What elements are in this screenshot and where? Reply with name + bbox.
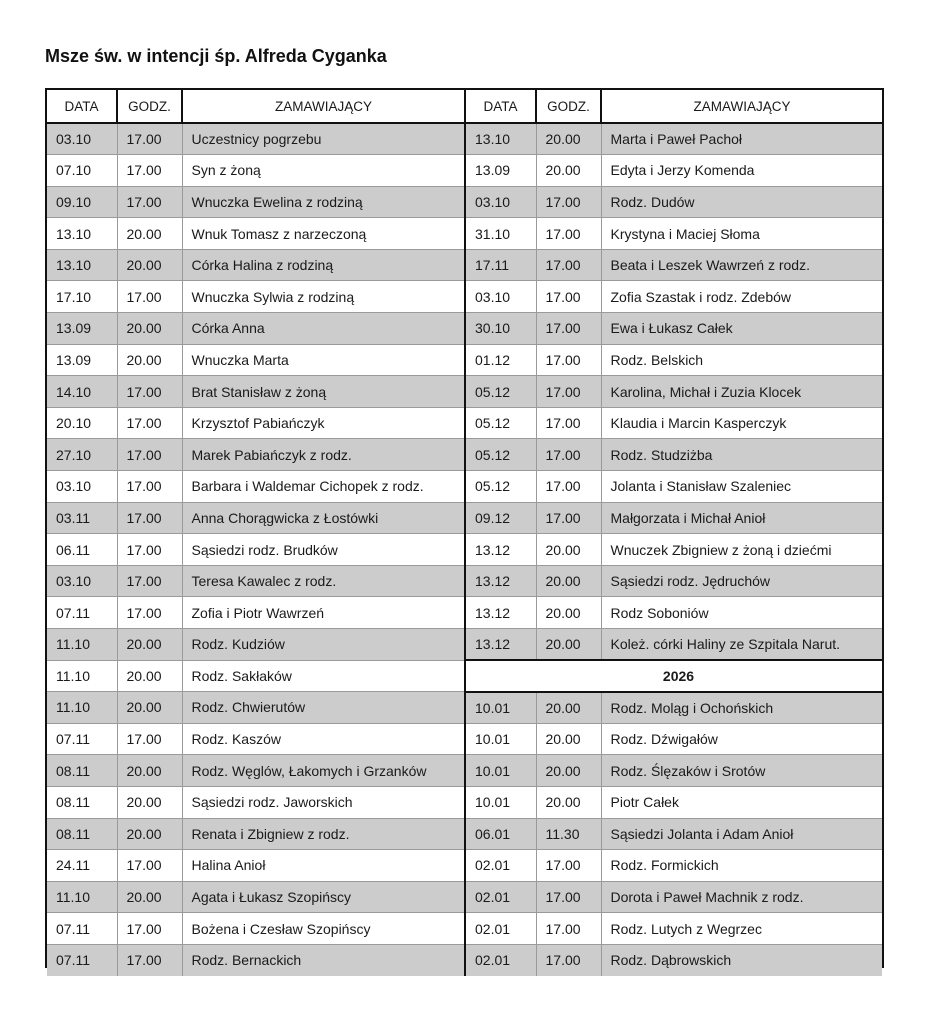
cell-date: 08.11 [47,818,117,850]
header-row [47,90,465,123]
table-row [466,313,882,345]
table-row [47,471,465,503]
table-row [466,818,882,850]
cell-date: 07.11 [47,944,117,976]
cell-date: 02.01 [466,850,536,882]
table-row [466,407,882,439]
cell-date: 03.11 [47,502,117,534]
header-requester: ZAMAWIAJĄCY [182,90,465,123]
cell-requester: Rodz. Sakłaków [182,660,465,692]
cell-requester: Rodz. Studziżba [601,439,882,471]
cell-time: 17.00 [536,186,601,218]
cell-date: 03.10 [466,281,536,313]
table-row [47,723,465,755]
cell-requester: Marta i Paweł Pachoł [601,123,882,155]
table-row [466,439,882,471]
table-row [47,155,465,187]
cell-requester: Klaudia i Marcin Kasperczyk [601,407,882,439]
cell-date: 10.01 [466,786,536,818]
table-row [47,786,465,818]
cell-time: 17.00 [536,313,601,345]
cell-requester: Rodz. Ślęzaków i Srotów [601,755,882,787]
cell-requester: Rodz. Dudów [601,186,882,218]
year-divider-row [466,660,882,692]
table-row [466,565,882,597]
cell-requester: Wnuczka Ewelina z rodziną [182,186,465,218]
year-divider: 2026 [466,660,882,692]
header-date: DATA [47,90,117,123]
cell-time: 20.00 [117,660,182,692]
cell-requester: Rodz. Belskich [601,344,882,376]
table-row [466,881,882,913]
cell-date: 31.10 [466,218,536,250]
cell-time: 20.00 [117,692,182,724]
cell-requester: Sąsiedzi rodz. Jaworskich [182,786,465,818]
cell-time: 20.00 [536,692,601,724]
cell-time: 20.00 [117,818,182,850]
cell-time: 17.00 [536,881,601,913]
header-row [466,90,882,123]
cell-time: 20.00 [117,218,182,250]
cell-date: 27.10 [47,439,117,471]
cell-date: 05.12 [466,407,536,439]
cell-time: 17.00 [536,249,601,281]
cell-requester: Córka Halina z rodziną [182,249,465,281]
cell-requester: Ewa i Łukasz Całek [601,313,882,345]
cell-time: 17.00 [536,850,601,882]
cell-date: 14.10 [47,376,117,408]
cell-time: 20.00 [117,755,182,787]
cell-date: 03.10 [47,565,117,597]
cell-requester: Koleż. córki Haliny ze Szpitala Narut. [601,629,882,661]
cell-date: 07.11 [47,913,117,945]
cell-time: 20.00 [536,723,601,755]
cell-requester: Rodz. Dźwigałów [601,723,882,755]
table-row [47,344,465,376]
cell-requester: Wnuczka Marta [182,344,465,376]
cell-date: 02.01 [466,944,536,976]
table-row [466,344,882,376]
cell-time: 17.00 [536,944,601,976]
page-title: Msze św. w intencji śp. Alfreda Cyganka [45,46,387,66]
cell-date: 05.12 [466,439,536,471]
table-row [47,818,465,850]
cell-time: 17.00 [117,439,182,471]
cell-requester: Zofia i Piotr Wawrzeń [182,597,465,629]
cell-date: 03.10 [47,123,117,155]
cell-requester: Piotr Całek [601,786,882,818]
cell-date: 10.01 [466,692,536,724]
table-row [47,692,465,724]
table-row [47,944,465,976]
cell-time: 20.00 [536,565,601,597]
table-row [466,850,882,882]
cell-requester: Krystyna i Maciej Słoma [601,218,882,250]
cell-time: 17.00 [536,281,601,313]
cell-requester: Halina Anioł [182,850,465,882]
table-row [47,502,465,534]
cell-date: 10.01 [466,755,536,787]
cell-time: 20.00 [536,755,601,787]
cell-time: 17.00 [117,913,182,945]
mass-schedule [45,88,884,968]
cell-time: 11.30 [536,818,601,850]
cell-date: 11.10 [47,629,117,661]
cell-date: 07.11 [47,723,117,755]
cell-requester: Sąsiedzi rodz. Brudków [182,534,465,566]
cell-date: 02.01 [466,881,536,913]
table-row [466,692,882,724]
cell-time: 20.00 [536,597,601,629]
cell-date: 11.10 [47,881,117,913]
cell-requester: Zofia Szastak i rodz. Zdebów [601,281,882,313]
cell-time: 17.00 [536,376,601,408]
cell-time: 17.00 [117,944,182,976]
cell-requester: Agata i Łukasz Szopińscy [182,881,465,913]
cell-date: 24.11 [47,850,117,882]
cell-date: 05.12 [466,471,536,503]
cell-requester: Rodz. Chwierutów [182,692,465,724]
cell-requester: Rodz. Bernackich [182,944,465,976]
cell-requester: Małgorzata i Michał Anioł [601,502,882,534]
cell-time: 17.00 [117,534,182,566]
table-row [47,850,465,882]
cell-date: 07.11 [47,597,117,629]
cell-time: 17.00 [117,502,182,534]
table-row [466,502,882,534]
cell-time: 20.00 [536,123,601,155]
cell-date: 03.10 [466,186,536,218]
cell-date: 02.01 [466,913,536,945]
cell-requester: Bożena i Czesław Szopińscy [182,913,465,945]
cell-time: 20.00 [117,313,182,345]
cell-requester: Rodz. Dąbrowskich [601,944,882,976]
cell-requester: Sąsiedzi rodz. Jędruchów [601,565,882,597]
cell-requester: Krzysztof Pabiańczyk [182,407,465,439]
cell-date: 08.11 [47,786,117,818]
table-row [466,471,882,503]
cell-requester: Uczestnicy pogrzebu [182,123,465,155]
header-time: GODZ. [536,90,601,123]
cell-date: 30.10 [466,313,536,345]
cell-time: 20.00 [536,155,601,187]
table-row [47,755,465,787]
cell-time: 17.00 [117,565,182,597]
schedule-table-right [466,90,882,976]
cell-time: 20.00 [117,786,182,818]
cell-requester: Rodz. Kudziów [182,629,465,661]
cell-requester: Dorota i Paweł Machnik z rodz. [601,881,882,913]
table-row [466,281,882,313]
table-row [47,313,465,345]
cell-requester: Rodz. Kaszów [182,723,465,755]
cell-time: 20.00 [117,881,182,913]
cell-date: 13.09 [47,313,117,345]
table-row [47,881,465,913]
table-row [466,123,882,155]
cell-time: 17.00 [536,913,601,945]
table-row [466,786,882,818]
cell-date: 07.10 [47,155,117,187]
table-row [47,629,465,661]
table-row [47,218,465,250]
cell-date: 13.12 [466,534,536,566]
cell-date: 09.10 [47,186,117,218]
schedule-table-left [47,90,466,976]
cell-requester: Rodz. Moląg i Ochońskich [601,692,882,724]
cell-time: 20.00 [117,249,182,281]
table-row [466,186,882,218]
cell-time: 17.00 [117,850,182,882]
cell-date: 13.09 [466,155,536,187]
table-row [47,660,465,692]
table-row [47,565,465,597]
cell-time: 17.00 [536,344,601,376]
cell-time: 20.00 [536,786,601,818]
table-row [47,376,465,408]
table-row [47,913,465,945]
cell-time: 17.00 [117,186,182,218]
table-row [466,534,882,566]
table-row [47,186,465,218]
cell-date: 11.10 [47,692,117,724]
cell-date: 05.12 [466,376,536,408]
cell-requester: Rodz. Lutych z Wegrzec [601,913,882,945]
cell-time: 17.00 [117,597,182,629]
table-row [466,376,882,408]
cell-requester: Brat Stanisław z żoną [182,376,465,408]
table-row [47,249,465,281]
schedule-rows-right [466,123,882,976]
schedule-rows-left [47,123,465,976]
cell-time: 17.00 [117,155,182,187]
cell-requester: Córka Anna [182,313,465,345]
cell-time: 17.00 [117,471,182,503]
table-row [47,123,465,155]
cell-date: 13.10 [47,218,117,250]
cell-time: 20.00 [536,534,601,566]
cell-requester: Sąsiedzi Jolanta i Adam Anioł [601,818,882,850]
cell-requester: Beata i Leszek Wawrzeń z rodz. [601,249,882,281]
cell-date: 13.09 [47,344,117,376]
table-row [47,281,465,313]
cell-requester: Karolina, Michał i Zuzia Klocek [601,376,882,408]
cell-requester: Barbara i Waldemar Cichopek z rodz. [182,471,465,503]
table-row [466,249,882,281]
cell-time: 17.00 [536,218,601,250]
header-requester: ZAMAWIAJĄCY [601,90,882,123]
cell-date: 13.12 [466,629,536,661]
header-time: GODZ. [117,90,182,123]
table-row [47,597,465,629]
cell-requester: Jolanta i Stanisław Szaleniec [601,471,882,503]
table-row [466,218,882,250]
cell-date: 13.10 [466,123,536,155]
cell-requester: Wnuk Tomasz z narzeczoną [182,218,465,250]
cell-requester: Rodz Soboniów [601,597,882,629]
cell-requester: Wnuczka Sylwia z rodziną [182,281,465,313]
cell-requester: Teresa Kawalec z rodz. [182,565,465,597]
cell-date: 10.01 [466,723,536,755]
cell-requester: Renata i Zbigniew z rodz. [182,818,465,850]
cell-date: 09.12 [466,502,536,534]
cell-requester: Marek Pabiańczyk z rodz. [182,439,465,471]
cell-time: 17.00 [536,502,601,534]
cell-time: 17.00 [117,376,182,408]
cell-date: 11.10 [47,660,117,692]
cell-date: 06.11 [47,534,117,566]
cell-date: 17.11 [466,249,536,281]
cell-time: 20.00 [117,629,182,661]
cell-date: 01.12 [466,344,536,376]
table-row [466,944,882,976]
table-row [466,755,882,787]
cell-time: 17.00 [117,123,182,155]
cell-requester: Anna Chorągwicka z Łostówki [182,502,465,534]
cell-date: 20.10 [47,407,117,439]
cell-requester: Wnuczek Zbigniew z żoną i dziećmi [601,534,882,566]
table-row [47,439,465,471]
table-row [466,597,882,629]
cell-date: 13.12 [466,597,536,629]
cell-requester: Rodz. Formickich [601,850,882,882]
cell-date: 13.10 [47,249,117,281]
cell-date: 17.10 [47,281,117,313]
cell-requester: Syn z żoną [182,155,465,187]
table-row [466,913,882,945]
cell-date: 08.11 [47,755,117,787]
cell-time: 20.00 [117,344,182,376]
cell-time: 17.00 [536,471,601,503]
cell-time: 17.00 [536,439,601,471]
table-row [47,407,465,439]
cell-time: 17.00 [117,723,182,755]
cell-time: 17.00 [117,407,182,439]
cell-requester: Edyta i Jerzy Komenda [601,155,882,187]
table-row [466,723,882,755]
table-row [47,534,465,566]
table-row [466,629,882,661]
table-row [466,155,882,187]
cell-date: 13.12 [466,565,536,597]
cell-time: 17.00 [117,281,182,313]
cell-date: 03.10 [47,471,117,503]
cell-date: 06.01 [466,818,536,850]
cell-time: 20.00 [536,629,601,661]
header-date: DATA [466,90,536,123]
cell-requester: Rodz. Węglów, Łakomych i Grzanków [182,755,465,787]
cell-time: 17.00 [536,407,601,439]
